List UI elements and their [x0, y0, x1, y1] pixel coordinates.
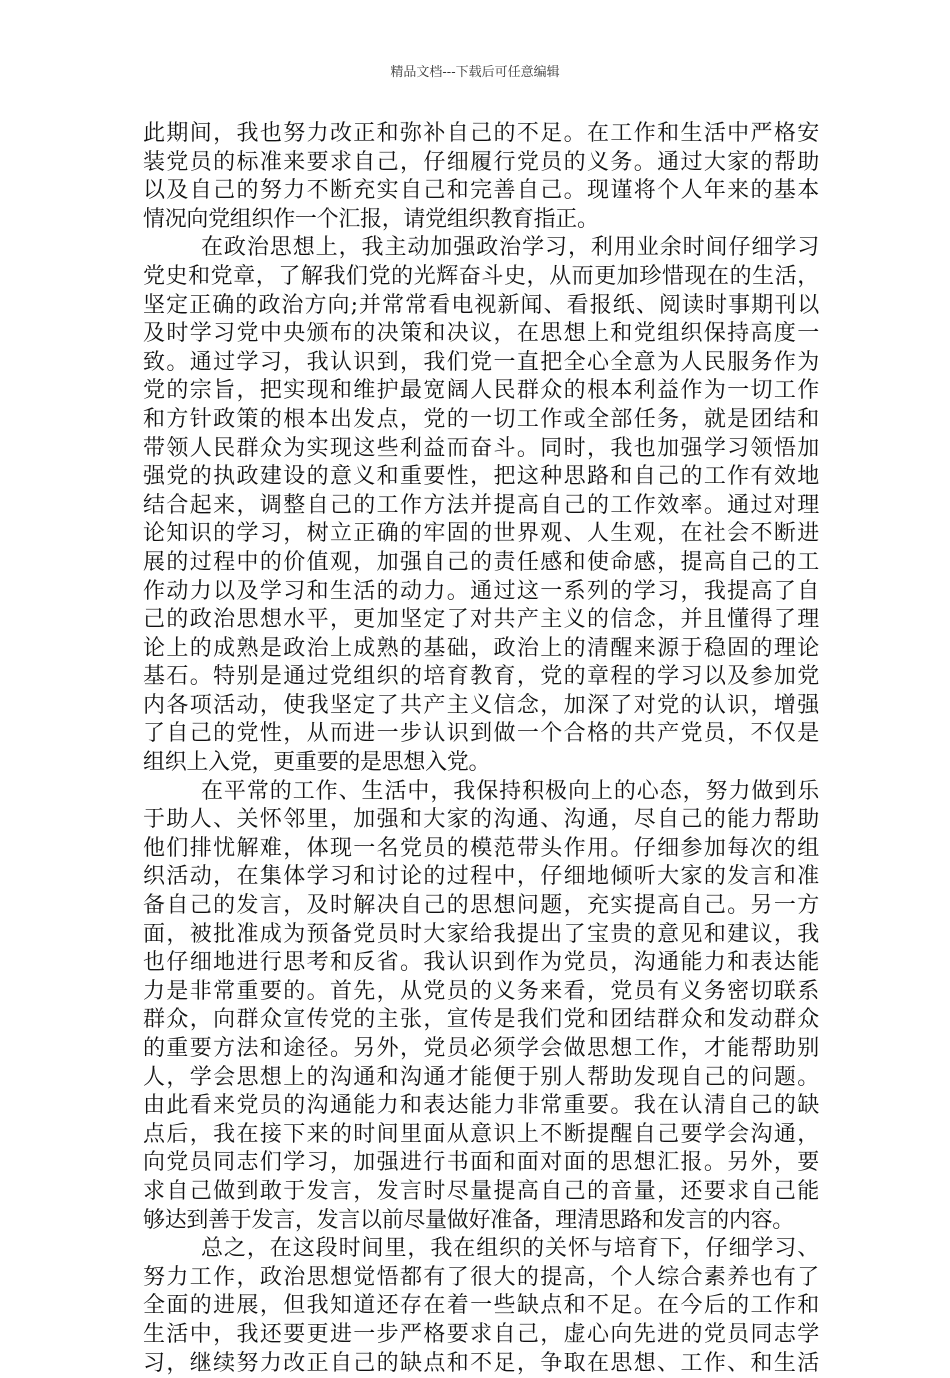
- text-line: 及时学习党中央颁布的决策和决议，在思想上和党组织保持高度一: [143, 321, 819, 347]
- text-line: 党史和党章，了解我们党的光辉奋斗史，从而更加珍惜现在的生活，: [143, 263, 819, 289]
- text-line: 求自己做到敢于发言，发言时尽量提高自己的音量，还要求自己能: [143, 1178, 819, 1204]
- text-line: 组织上入党，更重要的是思想入党。: [143, 750, 491, 776]
- text-line: 力是非常重要的。首先，从党员的义务来看，党员有义务密切联系: [143, 978, 819, 1004]
- text-line: 在政治思想上，我主动加强政治学习，利用业余时间仔细学习: [201, 235, 819, 261]
- text-line: 和方针政策的根本出发点，党的一切工作或全部任务，就是团结和: [143, 406, 819, 432]
- text-line: 装党员的标准来要求自己，仔细履行党员的义务。通过大家的帮助: [143, 149, 819, 175]
- text-line: 由此看来党员的沟通能力和表达能力非常重要。我在认清自己的缺: [143, 1093, 819, 1119]
- text-line: 带领人民群众为实现这些利益而奋斗。同时，我也加强学习领悟加: [143, 435, 819, 461]
- text-line: 于助人、关怀邻里，加强和大家的沟通、沟通，尽自己的能力帮助: [143, 807, 819, 833]
- text-line: 总之，在这段时间里，我在组织的关怀与培育下，仔细学习、: [201, 1236, 819, 1262]
- text-line: 群众，向群众宣传党的主张，宣传是我们党和团结群众和发动群众: [143, 1007, 819, 1033]
- text-line: 坚定正确的政治方向;并常常看电视新闻、看报纸、阅读时事期刊以: [143, 292, 819, 318]
- text-line: 点后，我在接下来的时间里面从意识上不断提醒自己要学会沟通，: [143, 1121, 819, 1147]
- text-line: 向党员同志们学习，加强进行书面和面对面的思想汇报。另外，要: [143, 1150, 819, 1176]
- text-line: 内各项活动，使我坚定了共产主义信念，加深了对党的认识，增强: [143, 692, 819, 718]
- text-line: 致。通过学习，我认识到，我们党一直把全心全意为人民服务作为: [143, 349, 819, 375]
- text-line: 基石。特别是通过党组织的培育教育，党的章程的学习以及参加党: [143, 664, 819, 690]
- text-line: 够达到善于发言，发言以前尽量做好准备，理清思路和发言的内容。: [143, 1207, 795, 1233]
- text-line: 作动力以及学习和生活的动力。通过这一系列的学习，我提高了自: [143, 578, 819, 604]
- text-line: 织活动，在集体学习和讨论的过程中，仔细地倾听大家的发言和准: [143, 864, 819, 890]
- text-line: 结合起来，调整自己的工作方法并提高自己的工作效率。通过对理: [143, 492, 819, 518]
- text-line: 努力工作，政治思想觉悟都有了很大的提高，个人综合素养也有了: [143, 1264, 819, 1290]
- text-line: 也仔细地进行思考和反省。我认识到作为党员，沟通能力和表达能: [143, 950, 819, 976]
- text-line: 论知识的学习，树立正确的牢固的世界观、人生观，在社会不断进: [143, 521, 819, 547]
- text-line: 己的政治思想水平，更加坚定了对共产主义的信念，并且懂得了理: [143, 607, 819, 633]
- text-line: 的重要方法和途径。另外，党员必须学会做思想工作，才能帮助别: [143, 1036, 819, 1061]
- text-line: 了自己的党性，从而进一步认识到做一个合格的共产党员，不仅是: [143, 721, 819, 747]
- text-line: 以及自己的努力不断充实自己和完善自己。现谨将个人年来的基本: [143, 178, 819, 204]
- text-line: 情况向党组织作一个汇报，请党组织教育指正。: [143, 206, 599, 232]
- text-line: 此期间，我也努力改正和弥补自己的不足。在工作和生活中严格安: [143, 121, 819, 146]
- document-body: [143, 120, 819, 1378]
- text-line: 论上的成熟是政治上成熟的基础，政治上的清醒来源于稳固的理论: [143, 635, 819, 661]
- text-line: 他们排忧解难，体现一名党员的模范带头作用。仔细参加每次的组: [143, 835, 819, 861]
- page-header: 精品文档---下载后可任意编辑: [390, 65, 560, 80]
- text-line: 党的宗旨，把实现和维护最宽阔人民群众的根本利益作为一切工作: [143, 378, 819, 404]
- text-line: 面，被批准成为预备党员时大家给我提出了宝贵的意见和建议，我: [143, 921, 819, 947]
- text-line: 备自己的发言，及时解决自己的思想问题，充实提高自己。另一方: [143, 893, 819, 919]
- text-line: 人，学会思想上的沟通和沟通才能便于别人帮助发现自己的问题。: [143, 1064, 819, 1090]
- text-line: 全面的进展，但我知道还存在着一些缺点和不足。在今后的工作和: [143, 1293, 819, 1319]
- text-line: 习，继续努力改正自己的缺点和不足，争取在思想、工作、和生活: [143, 1350, 819, 1376]
- text-line: 展的过程中的价值观，加强自己的责任感和使命感，提高自己的工: [143, 549, 819, 575]
- text-line: 在平常的工作、生活中，我保持积极向上的心态，努力做到乐: [201, 778, 819, 804]
- text-line: 生活中，我还要更进一步严格要求自己，虚心向先进的党员同志学: [143, 1321, 819, 1347]
- text-line: 强党的执政建设的意义和重要性，把这种思路和自己的工作有效地: [143, 464, 819, 490]
